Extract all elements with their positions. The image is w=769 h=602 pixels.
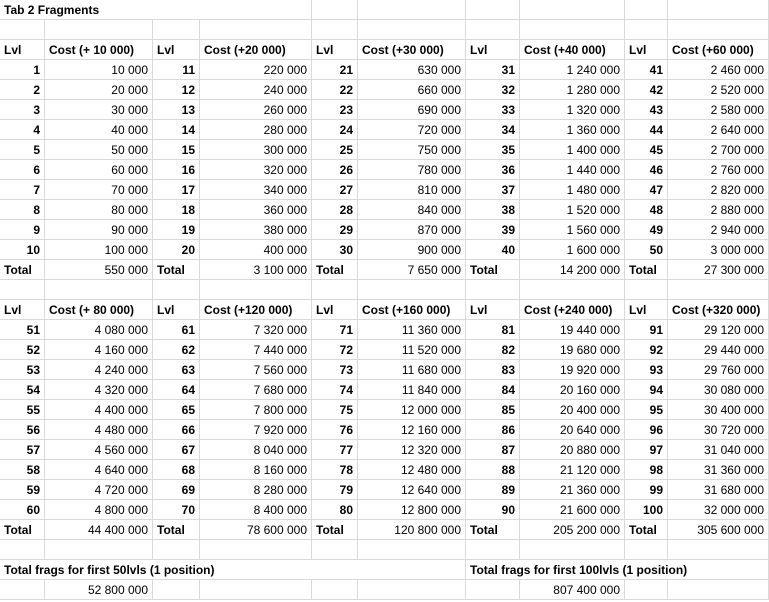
level-cell[interactable]: 96: [625, 420, 668, 440]
cost-cell[interactable]: 31 360 000: [668, 460, 769, 480]
summary-first100-label[interactable]: Total frags for first 100lvls (1 position): [466, 560, 769, 580]
total-label[interactable]: Total: [625, 520, 668, 540]
cost-cell[interactable]: 2 520 000: [668, 80, 769, 100]
empty-cell[interactable]: [0, 540, 45, 560]
level-cell[interactable]: 100: [625, 500, 668, 520]
empty-cell[interactable]: [358, 20, 466, 40]
level-cell[interactable]: 98: [625, 460, 668, 480]
cost-cell[interactable]: 300 000: [200, 140, 312, 160]
cost-cell[interactable]: 4 400 000: [45, 400, 153, 420]
level-cell[interactable]: 10: [0, 240, 45, 260]
level-cell[interactable]: 80: [312, 500, 358, 520]
level-cell[interactable]: 37: [466, 180, 520, 200]
level-cell[interactable]: 84: [466, 380, 520, 400]
empty-cell[interactable]: [520, 280, 625, 300]
level-cell[interactable]: 97: [625, 440, 668, 460]
empty-cell[interactable]: [668, 540, 769, 560]
cost-cell[interactable]: 720 000: [358, 120, 466, 140]
total-label[interactable]: Total: [466, 520, 520, 540]
cost-cell[interactable]: 8 160 000: [200, 460, 312, 480]
empty-cell[interactable]: [358, 0, 466, 20]
level-cell[interactable]: 15: [153, 140, 200, 160]
cost-cell[interactable]: 19 920 000: [520, 360, 625, 380]
cost-cell[interactable]: 4 720 000: [45, 480, 153, 500]
cost-cell[interactable]: 20 000: [45, 80, 153, 100]
level-cell[interactable]: 64: [153, 380, 200, 400]
summary-first50-label[interactable]: Total frags for first 50lvls (1 position): [0, 560, 466, 580]
cost-cell[interactable]: 4 640 000: [45, 460, 153, 480]
cost-cell[interactable]: 7 800 000: [200, 400, 312, 420]
level-cell[interactable]: 28: [312, 200, 358, 220]
empty-cell[interactable]: [466, 540, 520, 560]
level-cell[interactable]: 11: [153, 60, 200, 80]
level-cell[interactable]: 45: [625, 140, 668, 160]
level-cell[interactable]: 54: [0, 380, 45, 400]
level-cell[interactable]: 2: [0, 80, 45, 100]
level-cell[interactable]: 75: [312, 400, 358, 420]
cost-cell[interactable]: 280 000: [200, 120, 312, 140]
header-cost[interactable]: Cost (+240 000): [520, 300, 625, 320]
cost-cell[interactable]: 8 040 000: [200, 440, 312, 460]
cost-cell[interactable]: 4 240 000: [45, 360, 153, 380]
level-cell[interactable]: 30: [312, 240, 358, 260]
cost-cell[interactable]: 30 000: [45, 100, 153, 120]
cost-cell[interactable]: 70 000: [45, 180, 153, 200]
cost-cell[interactable]: 12 320 000: [358, 440, 466, 460]
level-cell[interactable]: 88: [466, 460, 520, 480]
cost-cell[interactable]: 20 400 000: [520, 400, 625, 420]
level-cell[interactable]: 33: [466, 100, 520, 120]
cost-cell[interactable]: 840 000: [358, 200, 466, 220]
header-cost[interactable]: Cost (+ 80 000): [45, 300, 153, 320]
total-label[interactable]: Total: [312, 260, 358, 280]
cost-cell[interactable]: 30 720 000: [668, 420, 769, 440]
header-cost[interactable]: Cost (+20 000): [200, 40, 312, 60]
cost-cell[interactable]: 630 000: [358, 60, 466, 80]
empty-cell[interactable]: [45, 540, 153, 560]
cost-cell[interactable]: 31 680 000: [668, 480, 769, 500]
cost-cell[interactable]: 8 400 000: [200, 500, 312, 520]
empty-cell[interactable]: [466, 580, 520, 600]
total-label[interactable]: Total: [0, 520, 45, 540]
cost-cell[interactable]: 21 600 000: [520, 500, 625, 520]
cost-cell[interactable]: 1 560 000: [520, 220, 625, 240]
cost-cell[interactable]: 220 000: [200, 60, 312, 80]
empty-cell[interactable]: [668, 280, 769, 300]
empty-cell[interactable]: [358, 580, 466, 600]
level-cell[interactable]: 20: [153, 240, 200, 260]
cost-cell[interactable]: 29 120 000: [668, 320, 769, 340]
cost-cell[interactable]: 7 440 000: [200, 340, 312, 360]
cost-cell[interactable]: 11 840 000: [358, 380, 466, 400]
cost-cell[interactable]: 810 000: [358, 180, 466, 200]
cost-cell[interactable]: 2 820 000: [668, 180, 769, 200]
level-cell[interactable]: 65: [153, 400, 200, 420]
empty-cell[interactable]: [45, 280, 153, 300]
level-cell[interactable]: 7: [0, 180, 45, 200]
cost-cell[interactable]: 2 760 000: [668, 160, 769, 180]
level-cell[interactable]: 25: [312, 140, 358, 160]
level-cell[interactable]: 50: [625, 240, 668, 260]
cost-cell[interactable]: 2 580 000: [668, 100, 769, 120]
empty-cell[interactable]: [625, 540, 668, 560]
cost-cell[interactable]: 1 600 000: [520, 240, 625, 260]
empty-cell[interactable]: [153, 280, 200, 300]
level-cell[interactable]: 8: [0, 200, 45, 220]
level-cell[interactable]: 73: [312, 360, 358, 380]
cost-cell[interactable]: 12 000 000: [358, 400, 466, 420]
level-cell[interactable]: 46: [625, 160, 668, 180]
empty-cell[interactable]: [668, 0, 769, 20]
level-cell[interactable]: 86: [466, 420, 520, 440]
empty-cell[interactable]: [625, 280, 668, 300]
cost-cell[interactable]: 7 320 000: [200, 320, 312, 340]
level-cell[interactable]: 99: [625, 480, 668, 500]
level-cell[interactable]: 92: [625, 340, 668, 360]
cost-cell[interactable]: 2 880 000: [668, 200, 769, 220]
cost-cell[interactable]: 100 000: [45, 240, 153, 260]
cost-cell[interactable]: 660 000: [358, 80, 466, 100]
header-cost[interactable]: Cost (+60 000): [668, 40, 769, 60]
level-cell[interactable]: 22: [312, 80, 358, 100]
empty-cell[interactable]: [668, 20, 769, 40]
level-cell[interactable]: 79: [312, 480, 358, 500]
cost-cell[interactable]: 12 800 000: [358, 500, 466, 520]
level-cell[interactable]: 26: [312, 160, 358, 180]
cost-cell[interactable]: 1 480 000: [520, 180, 625, 200]
total-label[interactable]: Total: [0, 260, 45, 280]
level-cell[interactable]: 42: [625, 80, 668, 100]
cost-cell[interactable]: 20 640 000: [520, 420, 625, 440]
cost-cell[interactable]: 8 280 000: [200, 480, 312, 500]
level-cell[interactable]: 1: [0, 60, 45, 80]
level-cell[interactable]: 62: [153, 340, 200, 360]
empty-cell[interactable]: [466, 20, 520, 40]
level-cell[interactable]: 82: [466, 340, 520, 360]
level-cell[interactable]: 81: [466, 320, 520, 340]
cost-cell[interactable]: 4 480 000: [45, 420, 153, 440]
cost-cell[interactable]: 380 000: [200, 220, 312, 240]
empty-cell[interactable]: [466, 0, 520, 20]
cost-cell[interactable]: 40 000: [45, 120, 153, 140]
cost-cell[interactable]: 31 040 000: [668, 440, 769, 460]
level-cell[interactable]: 18: [153, 200, 200, 220]
cost-cell[interactable]: 1 320 000: [520, 100, 625, 120]
cost-cell[interactable]: 2 640 000: [668, 120, 769, 140]
level-cell[interactable]: 40: [466, 240, 520, 260]
empty-cell[interactable]: [0, 20, 45, 40]
level-cell[interactable]: 14: [153, 120, 200, 140]
cost-cell[interactable]: 2 940 000: [668, 220, 769, 240]
header-cost[interactable]: Cost (+ 10 000): [45, 40, 153, 60]
cost-cell[interactable]: 21 360 000: [520, 480, 625, 500]
header-cost[interactable]: Cost (+30 000): [358, 40, 466, 60]
header-cost[interactable]: Cost (+120 000): [200, 300, 312, 320]
total-value[interactable]: 7 650 000: [358, 260, 466, 280]
level-cell[interactable]: 66: [153, 420, 200, 440]
cost-cell[interactable]: 240 000: [200, 80, 312, 100]
total-label[interactable]: Total: [625, 260, 668, 280]
level-cell[interactable]: 70: [153, 500, 200, 520]
cost-cell[interactable]: 21 120 000: [520, 460, 625, 480]
cost-cell[interactable]: 11 520 000: [358, 340, 466, 360]
header-level[interactable]: Lvl: [312, 300, 358, 320]
total-label[interactable]: Total: [153, 520, 200, 540]
empty-cell[interactable]: [625, 0, 668, 20]
level-cell[interactable]: 58: [0, 460, 45, 480]
cost-cell[interactable]: 90 000: [45, 220, 153, 240]
cost-cell[interactable]: 2 460 000: [668, 60, 769, 80]
cost-cell[interactable]: 870 000: [358, 220, 466, 240]
level-cell[interactable]: 23: [312, 100, 358, 120]
empty-cell[interactable]: [466, 280, 520, 300]
total-value[interactable]: 44 400 000: [45, 520, 153, 540]
cost-cell[interactable]: 20 160 000: [520, 380, 625, 400]
summary-first50-value[interactable]: 52 800 000: [45, 580, 153, 600]
cost-cell[interactable]: 360 000: [200, 200, 312, 220]
header-level[interactable]: Lvl: [153, 300, 200, 320]
cost-cell[interactable]: 12 160 000: [358, 420, 466, 440]
header-level[interactable]: Lvl: [625, 40, 668, 60]
empty-cell[interactable]: [200, 540, 312, 560]
empty-cell[interactable]: [200, 20, 312, 40]
level-cell[interactable]: 24: [312, 120, 358, 140]
level-cell[interactable]: 56: [0, 420, 45, 440]
total-value[interactable]: 14 200 000: [520, 260, 625, 280]
total-value[interactable]: 120 800 000: [358, 520, 466, 540]
level-cell[interactable]: 3: [0, 100, 45, 120]
empty-cell[interactable]: [312, 580, 358, 600]
total-value[interactable]: 550 000: [45, 260, 153, 280]
level-cell[interactable]: 29: [312, 220, 358, 240]
cost-cell[interactable]: 29 440 000: [668, 340, 769, 360]
total-label[interactable]: Total: [466, 260, 520, 280]
cost-cell[interactable]: 4 320 000: [45, 380, 153, 400]
cost-cell[interactable]: 900 000: [358, 240, 466, 260]
header-level[interactable]: Lvl: [153, 40, 200, 60]
cost-cell[interactable]: 11 360 000: [358, 320, 466, 340]
cost-cell[interactable]: 260 000: [200, 100, 312, 120]
level-cell[interactable]: 9: [0, 220, 45, 240]
level-cell[interactable]: 43: [625, 100, 668, 120]
empty-cell[interactable]: [358, 280, 466, 300]
cost-cell[interactable]: 11 680 000: [358, 360, 466, 380]
level-cell[interactable]: 67: [153, 440, 200, 460]
cost-cell[interactable]: 7 920 000: [200, 420, 312, 440]
level-cell[interactable]: 44: [625, 120, 668, 140]
cost-cell[interactable]: 7 560 000: [200, 360, 312, 380]
cost-cell[interactable]: 30 400 000: [668, 400, 769, 420]
empty-cell[interactable]: [200, 580, 312, 600]
cost-cell[interactable]: 4 080 000: [45, 320, 153, 340]
cost-cell[interactable]: 400 000: [200, 240, 312, 260]
level-cell[interactable]: 34: [466, 120, 520, 140]
level-cell[interactable]: 93: [625, 360, 668, 380]
level-cell[interactable]: 55: [0, 400, 45, 420]
empty-cell[interactable]: [153, 20, 200, 40]
empty-cell[interactable]: [312, 0, 358, 20]
level-cell[interactable]: 36: [466, 160, 520, 180]
level-cell[interactable]: 38: [466, 200, 520, 220]
header-cost[interactable]: Cost (+320 000): [668, 300, 769, 320]
level-cell[interactable]: 89: [466, 480, 520, 500]
cost-cell[interactable]: 7 680 000: [200, 380, 312, 400]
header-level[interactable]: Lvl: [466, 300, 520, 320]
header-cost[interactable]: Cost (+160 000): [358, 300, 466, 320]
header-level[interactable]: Lvl: [0, 300, 45, 320]
header-cost[interactable]: Cost (+40 000): [520, 40, 625, 60]
cost-cell[interactable]: 4 160 000: [45, 340, 153, 360]
cost-cell[interactable]: 10 000: [45, 60, 153, 80]
empty-cell[interactable]: [625, 20, 668, 40]
empty-cell[interactable]: [45, 20, 153, 40]
empty-cell[interactable]: [0, 580, 45, 600]
level-cell[interactable]: 85: [466, 400, 520, 420]
total-value[interactable]: 205 200 000: [520, 520, 625, 540]
total-label[interactable]: Total: [312, 520, 358, 540]
cost-cell[interactable]: 340 000: [200, 180, 312, 200]
empty-cell[interactable]: [312, 540, 358, 560]
level-cell[interactable]: 35: [466, 140, 520, 160]
level-cell[interactable]: 90: [466, 500, 520, 520]
empty-cell[interactable]: [520, 540, 625, 560]
cost-cell[interactable]: 4 560 000: [45, 440, 153, 460]
cost-cell[interactable]: 3 000 000: [668, 240, 769, 260]
level-cell[interactable]: 21: [312, 60, 358, 80]
cost-cell[interactable]: 750 000: [358, 140, 466, 160]
level-cell[interactable]: 39: [466, 220, 520, 240]
empty-cell[interactable]: [153, 580, 200, 600]
total-value[interactable]: 3 100 000: [200, 260, 312, 280]
empty-cell[interactable]: [668, 580, 769, 600]
cost-cell[interactable]: 50 000: [45, 140, 153, 160]
cost-cell[interactable]: 1 240 000: [520, 60, 625, 80]
header-level[interactable]: Lvl: [466, 40, 520, 60]
total-value[interactable]: 27 300 000: [668, 260, 769, 280]
level-cell[interactable]: 17: [153, 180, 200, 200]
level-cell[interactable]: 87: [466, 440, 520, 460]
level-cell[interactable]: 52: [0, 340, 45, 360]
cost-cell[interactable]: 12 640 000: [358, 480, 466, 500]
level-cell[interactable]: 32: [466, 80, 520, 100]
level-cell[interactable]: 5: [0, 140, 45, 160]
cost-cell[interactable]: 4 800 000: [45, 500, 153, 520]
cost-cell[interactable]: 780 000: [358, 160, 466, 180]
level-cell[interactable]: 41: [625, 60, 668, 80]
empty-cell[interactable]: [200, 280, 312, 300]
cost-cell[interactable]: 1 360 000: [520, 120, 625, 140]
level-cell[interactable]: 94: [625, 380, 668, 400]
cost-cell[interactable]: 690 000: [358, 100, 466, 120]
header-level[interactable]: Lvl: [0, 40, 45, 60]
level-cell[interactable]: 74: [312, 380, 358, 400]
cost-cell[interactable]: 19 440 000: [520, 320, 625, 340]
level-cell[interactable]: 95: [625, 400, 668, 420]
sheet-title[interactable]: Tab 2 Fragments: [0, 0, 312, 20]
cost-cell[interactable]: 2 700 000: [668, 140, 769, 160]
empty-cell[interactable]: [520, 0, 625, 20]
empty-cell[interactable]: [625, 580, 668, 600]
level-cell[interactable]: 47: [625, 180, 668, 200]
cost-cell[interactable]: 1 400 000: [520, 140, 625, 160]
total-value[interactable]: 78 600 000: [200, 520, 312, 540]
cost-cell[interactable]: 32 000 000: [668, 500, 769, 520]
header-level[interactable]: Lvl: [625, 300, 668, 320]
level-cell[interactable]: 48: [625, 200, 668, 220]
cost-cell[interactable]: 19 680 000: [520, 340, 625, 360]
level-cell[interactable]: 83: [466, 360, 520, 380]
cost-cell[interactable]: 80 000: [45, 200, 153, 220]
level-cell[interactable]: 61: [153, 320, 200, 340]
level-cell[interactable]: 16: [153, 160, 200, 180]
level-cell[interactable]: 53: [0, 360, 45, 380]
total-label[interactable]: Total: [153, 260, 200, 280]
level-cell[interactable]: 68: [153, 460, 200, 480]
level-cell[interactable]: 57: [0, 440, 45, 460]
empty-cell[interactable]: [312, 20, 358, 40]
level-cell[interactable]: 72: [312, 340, 358, 360]
level-cell[interactable]: 63: [153, 360, 200, 380]
cost-cell[interactable]: 1 280 000: [520, 80, 625, 100]
empty-cell[interactable]: [312, 280, 358, 300]
level-cell[interactable]: 13: [153, 100, 200, 120]
level-cell[interactable]: 78: [312, 460, 358, 480]
level-cell[interactable]: 91: [625, 320, 668, 340]
empty-cell[interactable]: [153, 540, 200, 560]
level-cell[interactable]: 77: [312, 440, 358, 460]
cost-cell[interactable]: 320 000: [200, 160, 312, 180]
cost-cell[interactable]: 1 520 000: [520, 200, 625, 220]
cost-cell[interactable]: 12 480 000: [358, 460, 466, 480]
level-cell[interactable]: 31: [466, 60, 520, 80]
level-cell[interactable]: 59: [0, 480, 45, 500]
level-cell[interactable]: 76: [312, 420, 358, 440]
cost-cell[interactable]: 1 440 000: [520, 160, 625, 180]
level-cell[interactable]: 12: [153, 80, 200, 100]
header-level[interactable]: Lvl: [312, 40, 358, 60]
level-cell[interactable]: 6: [0, 160, 45, 180]
summary-first100-value[interactable]: 807 400 000: [520, 580, 625, 600]
level-cell[interactable]: 27: [312, 180, 358, 200]
empty-cell[interactable]: [520, 20, 625, 40]
level-cell[interactable]: 51: [0, 320, 45, 340]
level-cell[interactable]: 69: [153, 480, 200, 500]
total-value[interactable]: 305 600 000: [668, 520, 769, 540]
empty-cell[interactable]: [358, 540, 466, 560]
cost-cell[interactable]: 29 760 000: [668, 360, 769, 380]
level-cell[interactable]: 4: [0, 120, 45, 140]
cost-cell[interactable]: 20 880 000: [520, 440, 625, 460]
level-cell[interactable]: 19: [153, 220, 200, 240]
level-cell[interactable]: 71: [312, 320, 358, 340]
cost-cell[interactable]: 30 080 000: [668, 380, 769, 400]
empty-cell[interactable]: [0, 280, 45, 300]
level-cell[interactable]: 60: [0, 500, 45, 520]
cost-cell[interactable]: 60 000: [45, 160, 153, 180]
level-cell[interactable]: 49: [625, 220, 668, 240]
